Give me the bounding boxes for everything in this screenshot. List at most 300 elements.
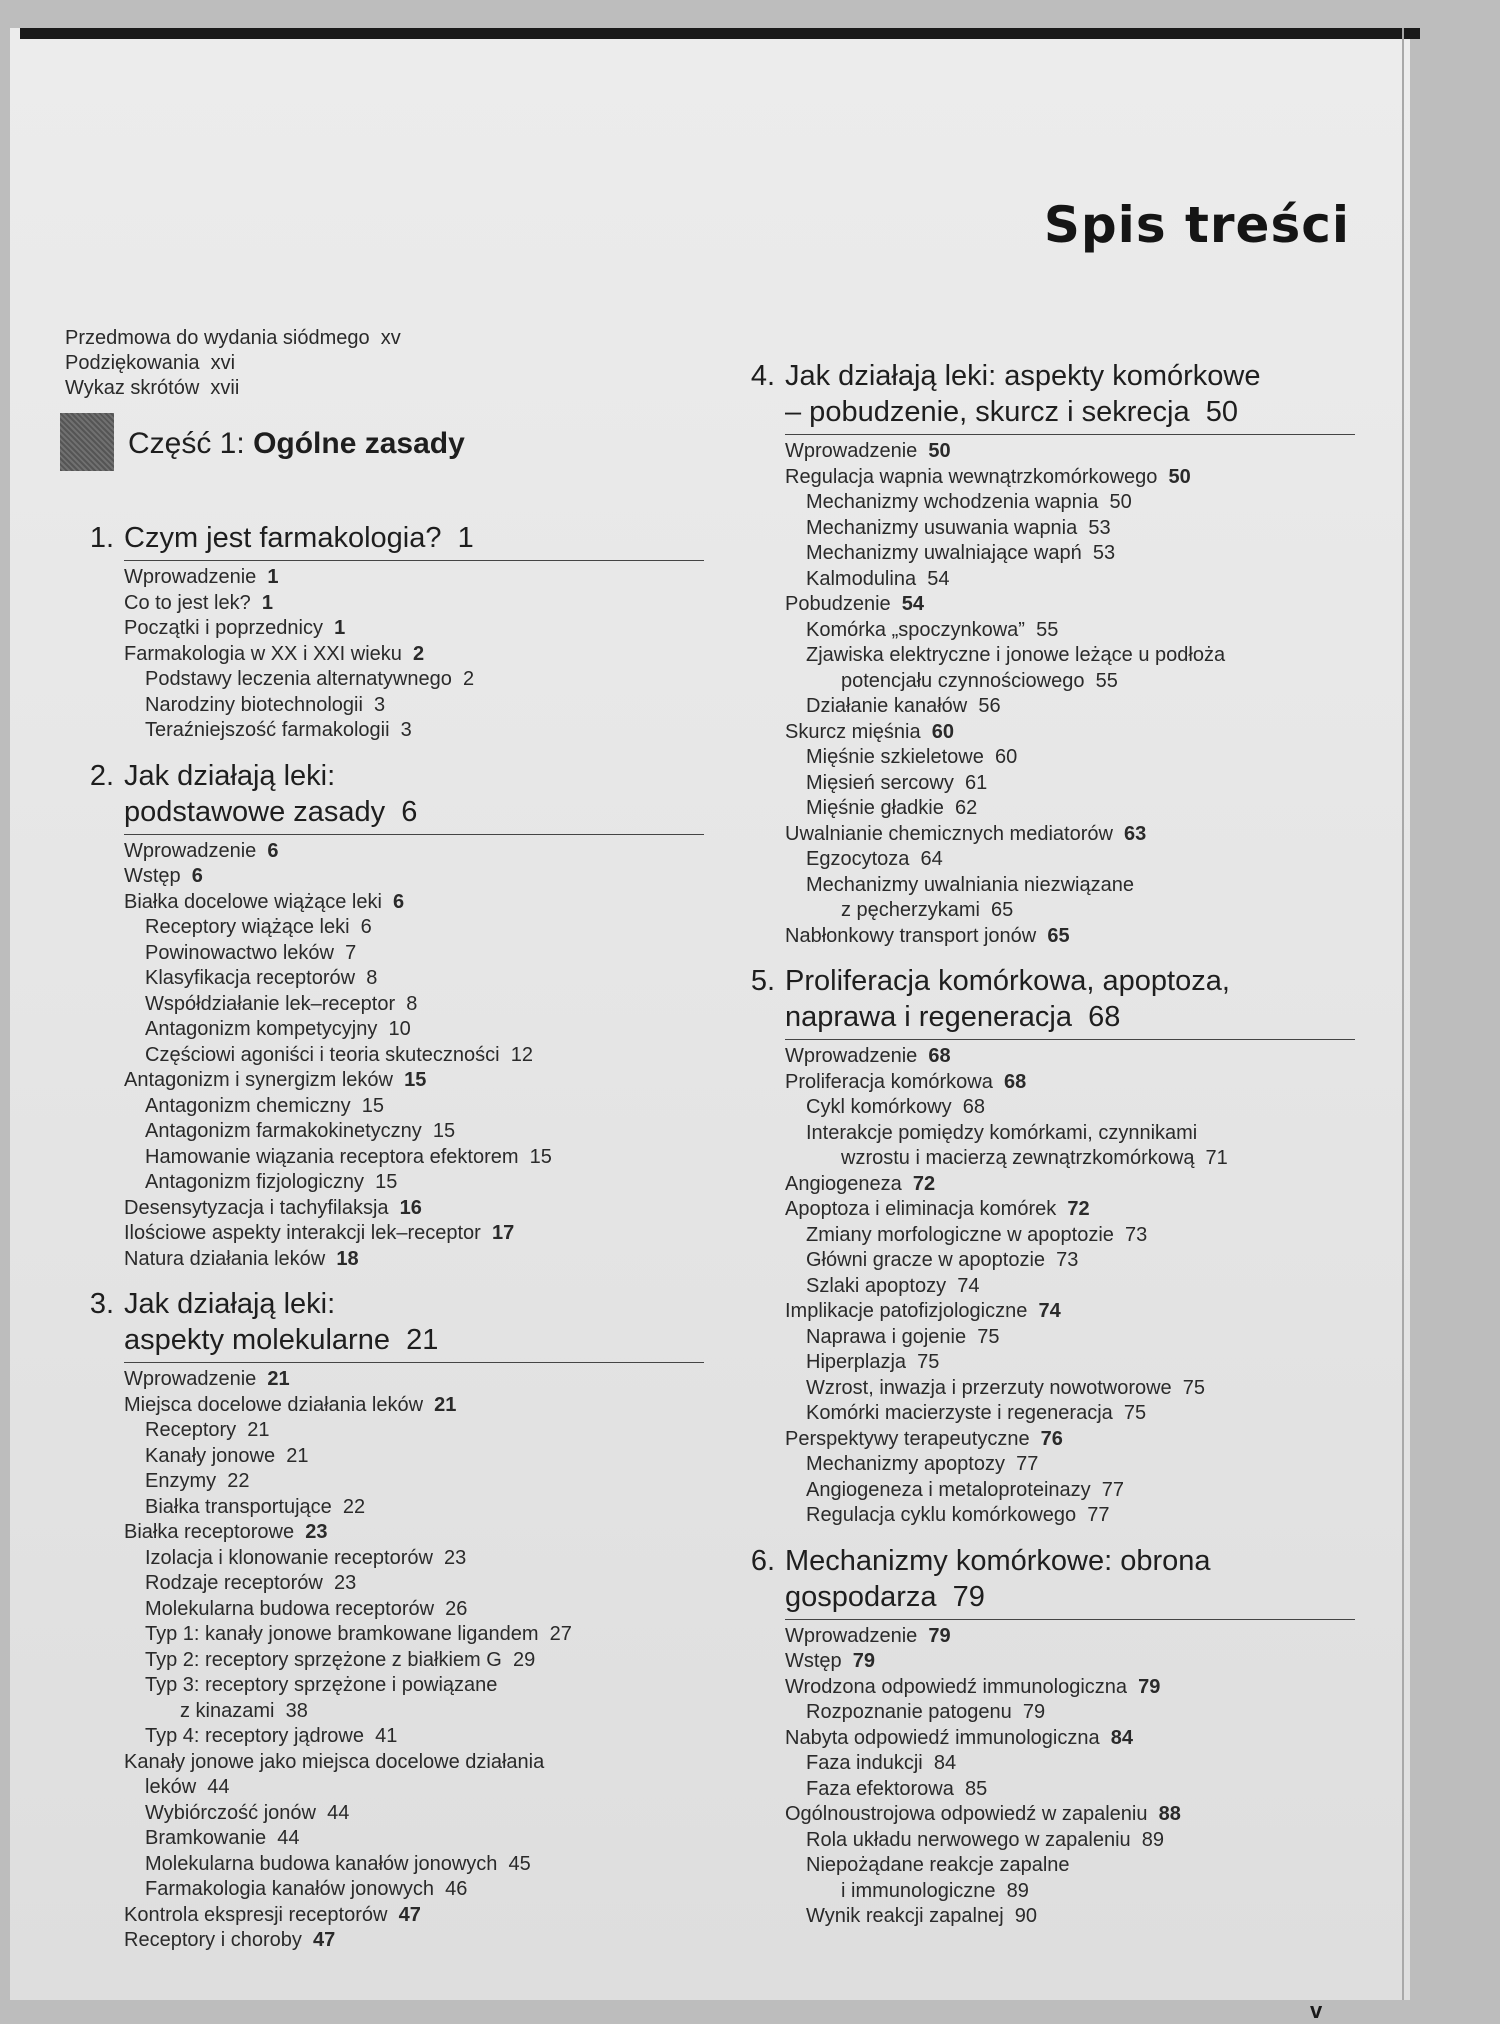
- toc-entry[interactable]: [785, 694, 1355, 720]
- chapter-entries: [785, 1624, 1355, 1930]
- toc-entry[interactable]: [124, 591, 704, 617]
- entry-text: Antagonizm chemiczny: [145, 1094, 351, 1117]
- entry-page: 74: [946, 1274, 980, 1297]
- toc-entry[interactable]: [785, 1146, 1355, 1172]
- toc-entry[interactable]: [785, 720, 1355, 746]
- entry-page: 16: [388, 1196, 422, 1219]
- toc-entry[interactable]: [785, 669, 1355, 695]
- toc-entry[interactable]: [124, 1043, 704, 1069]
- part-title: [128, 427, 465, 461]
- entry-text: Częściowi agoniści i teoria skuteczności: [145, 1043, 500, 1066]
- entry-page: 6: [180, 865, 203, 887]
- toc-entry[interactable]: [124, 890, 704, 916]
- toc-entry[interactable]: [124, 1801, 704, 1827]
- entry-page: 50: [917, 440, 951, 462]
- entry-text: Receptory wiążące leki: [145, 916, 350, 938]
- entry-text: Perspektywy terapeutyczne: [785, 1427, 1030, 1450]
- chapter-entries: [785, 1044, 1355, 1529]
- entry-page: 27: [538, 1623, 572, 1645]
- entry-page: 8: [355, 967, 378, 989]
- entry-text: Typ 4: receptory jądrowe: [145, 1725, 364, 1747]
- entry-page: 23: [432, 1546, 467, 1569]
- toc-entry[interactable]: [785, 1777, 1355, 1803]
- entry-text: Białka receptorowe: [124, 1521, 295, 1543]
- chapter-title-line: Jak działają leki:: [124, 759, 336, 792]
- toc-entry[interactable]: [124, 1699, 704, 1725]
- toc-entry[interactable]: [785, 1248, 1355, 1274]
- toc-entry[interactable]: [785, 822, 1355, 848]
- chapter-rule: [785, 1619, 1355, 1620]
- page-title: Spis treści: [1043, 196, 1350, 254]
- toc-entry[interactable]: [124, 1852, 704, 1878]
- entry-page: 21: [236, 1419, 270, 1441]
- entry-text: Niepożądane reakcje zapalne: [806, 1854, 1070, 1876]
- entry-text: Rola układu nerwowego w zapaleniu: [806, 1828, 1131, 1851]
- entry-page: 3: [362, 693, 386, 716]
- entry-page: 22: [216, 1470, 250, 1492]
- entry-text: Szlaki apoptozy: [806, 1274, 947, 1297]
- entry-text: Mechanizmy usuwania wapnia: [806, 516, 1078, 539]
- toc-entry[interactable]: [785, 1802, 1355, 1828]
- toc-entry[interactable]: [785, 439, 1355, 465]
- entry-page: 77: [1090, 1478, 1124, 1501]
- toc-entry[interactable]: [785, 465, 1355, 491]
- entry-text: Apoptoza i eliminacja komórek: [785, 1198, 1057, 1220]
- entry-page: 10: [377, 1018, 411, 1040]
- chapter-heading: [64, 758, 704, 830]
- entry-page: 74: [1027, 1300, 1061, 1322]
- toc-entry[interactable]: [124, 1068, 704, 1094]
- toc-entry[interactable]: [124, 1495, 704, 1521]
- entry-text: Klasyfikacja receptorów: [145, 967, 356, 989]
- entry-page: 53: [1077, 516, 1111, 539]
- entry-page: 47: [387, 1903, 421, 1926]
- toc-entry[interactable]: [785, 1095, 1355, 1121]
- entry-page: 68: [992, 1070, 1027, 1093]
- toc-entry[interactable]: [785, 1503, 1355, 1529]
- entry-page: 89: [1130, 1828, 1165, 1851]
- toc-column-left: [64, 520, 704, 1968]
- toc-entry[interactable]: [785, 1299, 1355, 1325]
- toc-entry[interactable]: [124, 966, 704, 992]
- entry-text: Wprowadzenie: [785, 1624, 918, 1647]
- entry-page: 64: [909, 848, 943, 870]
- toc-entry[interactable]: [785, 1700, 1355, 1726]
- toc-entry[interactable]: [124, 941, 704, 967]
- entry-text: Farmakologia w XX i XXI wieku: [124, 642, 402, 665]
- entry-text: Antagonizm fizjologiczny: [145, 1171, 364, 1193]
- entry-text: wzrostu i macierzą zewnątrzkomórkową: [841, 1147, 1195, 1169]
- entry-text: Białka transportujące: [145, 1495, 332, 1518]
- entry-text: Interakcje pomiędzy komórkami, czynnikami: [806, 1121, 1198, 1144]
- entry-text: Faza efektorowa: [806, 1777, 954, 1800]
- toc-entry[interactable]: [785, 1274, 1355, 1300]
- part-name: Ogólne zasady: [253, 427, 465, 460]
- toc-entry[interactable]: [124, 1928, 704, 1954]
- entry-text: z pęcherzykami: [841, 899, 980, 921]
- entry-text: Rodzaje receptorów: [145, 1572, 323, 1594]
- entry-text: Implikacje patofizjologiczne: [785, 1300, 1028, 1322]
- toc-entry[interactable]: [785, 1452, 1355, 1478]
- chapter-title-line: podstawowe zasady 6: [124, 795, 418, 828]
- entry-page: 38: [274, 1699, 308, 1722]
- entry-text: Wprowadzenie: [124, 839, 257, 862]
- toc-entry[interactable]: [785, 490, 1355, 516]
- entry-text: Receptory: [145, 1419, 237, 1441]
- entry-text: Wstęp: [124, 865, 181, 887]
- entry-text: Kanały jonowe jako miejsca docelowe działania: [124, 1750, 545, 1773]
- entry-text: Desensytyzacja i tachyfilaksja: [124, 1196, 389, 1219]
- chapter-title-line: Jak działają leki: aspekty komórkowe: [785, 360, 1261, 392]
- toc-entry[interactable]: [785, 847, 1355, 873]
- entry-text: Miejsca docelowe działania leków: [124, 1393, 424, 1416]
- toc-entry[interactable]: [124, 1017, 704, 1043]
- toc-entry[interactable]: [785, 1401, 1355, 1427]
- chapter-number: 2.: [89, 759, 114, 792]
- entry-text: Molekularna budowa receptorów: [145, 1597, 435, 1620]
- front-matter-list: [65, 326, 665, 401]
- entry-page: 71: [1194, 1147, 1228, 1169]
- chapter-rule: [124, 834, 704, 835]
- chapter-heading: [64, 520, 704, 556]
- chapter-number: 3.: [89, 1288, 114, 1320]
- toc-entry[interactable]: [785, 873, 1355, 899]
- toc-entry[interactable]: [124, 1903, 704, 1929]
- entry-text: Główni gracze w apoptozie: [806, 1249, 1046, 1271]
- front-matter-page: xvii: [199, 377, 240, 399]
- entry-page: 21: [423, 1393, 457, 1416]
- entry-page: 79: [917, 1624, 951, 1647]
- toc-entry[interactable]: [124, 1724, 704, 1750]
- chapter-heading: [64, 1286, 704, 1358]
- entry-text: Naprawa i gojenie: [806, 1325, 967, 1348]
- toc-entry[interactable]: [785, 1726, 1355, 1752]
- chapter-title-line: naprawa i regeneracja 68: [785, 1001, 1121, 1033]
- front-matter-item: [65, 326, 665, 351]
- toc-entry[interactable]: [124, 1094, 704, 1120]
- toc-entry[interactable]: [785, 1044, 1355, 1070]
- entry-page: 77: [1004, 1453, 1039, 1475]
- entry-page: 89: [995, 1879, 1029, 1902]
- chapter-number: 4.: [750, 360, 775, 392]
- entry-text: Wstęp: [785, 1650, 842, 1672]
- entry-text: Wprowadzenie: [785, 1045, 918, 1067]
- chapter-title: [785, 963, 1355, 1035]
- entry-text: Teraźniejszość farmakologii: [145, 719, 390, 741]
- toc-entry[interactable]: [785, 1350, 1355, 1376]
- entry-page: 73: [1045, 1249, 1079, 1271]
- entry-page: 15: [364, 1171, 398, 1193]
- entry-page: 73: [1113, 1223, 1148, 1246]
- entry-text: Mięśnie gładkie: [806, 797, 944, 819]
- entry-page: 79: [1011, 1701, 1046, 1723]
- toc-entry[interactable]: [785, 1828, 1355, 1854]
- entry-text: Regulacja cyklu komórkowego: [806, 1504, 1077, 1526]
- toc-entry[interactable]: [785, 1121, 1355, 1147]
- entry-page: 3: [389, 719, 412, 741]
- entry-text: Wrodzona odpowiedź immunologiczna: [785, 1675, 1128, 1698]
- entry-page: 53: [1081, 542, 1116, 564]
- toc-entry[interactable]: [124, 1571, 704, 1597]
- entry-page: 2: [401, 642, 425, 665]
- toc-entry[interactable]: [785, 1172, 1355, 1198]
- entry-text: leków: [145, 1776, 197, 1798]
- front-matter-item: [65, 351, 665, 376]
- entry-page: 22: [331, 1495, 366, 1518]
- toc-entry[interactable]: [124, 1673, 704, 1699]
- entry-page: 44: [316, 1801, 350, 1824]
- toc-entry[interactable]: [124, 839, 704, 865]
- book-page: [10, 28, 1410, 2023]
- entry-page: 55: [1084, 669, 1118, 692]
- entry-text: i immunologiczne: [841, 1879, 996, 1902]
- entry-text: Natura działania leków: [124, 1247, 326, 1270]
- toc-entry[interactable]: [785, 618, 1355, 644]
- toc-chapter: [64, 520, 704, 744]
- entry-page: 56: [967, 695, 1001, 717]
- entry-text: Molekularna budowa kanałów jonowych: [145, 1852, 498, 1875]
- toc-entry[interactable]: [124, 565, 704, 591]
- toc-entry[interactable]: [124, 864, 704, 890]
- toc-entry[interactable]: [124, 915, 704, 941]
- chapter-title: [785, 1543, 1355, 1615]
- entry-text: potencjału czynnościowego: [841, 669, 1085, 692]
- toc-entry[interactable]: [124, 992, 704, 1018]
- entry-text: Pobudzenie: [785, 593, 891, 615]
- toc-entry[interactable]: [124, 1393, 704, 1419]
- toc-entry[interactable]: [124, 616, 704, 642]
- toc-entry[interactable]: [785, 541, 1355, 567]
- entry-page: 50: [1098, 491, 1132, 513]
- toc-entry[interactable]: [124, 1170, 704, 1196]
- entry-page: 6: [256, 839, 279, 862]
- chapter-heading: [735, 358, 1355, 430]
- entry-text: Antagonizm i synergizm leków: [124, 1069, 393, 1091]
- toc-entry[interactable]: [785, 1751, 1355, 1777]
- entry-text: Mechanizmy wchodzenia wapnia: [806, 491, 1099, 513]
- entry-page: 76: [1029, 1427, 1063, 1450]
- toc-entry[interactable]: [785, 592, 1355, 618]
- entry-page: 60: [920, 720, 954, 743]
- entry-text: Podstawy leczenia alternatywnego: [145, 668, 452, 690]
- toc-entry[interactable]: [124, 1622, 704, 1648]
- toc-entry[interactable]: [785, 898, 1355, 924]
- entry-page: 68: [917, 1045, 951, 1067]
- entry-page: 6: [381, 890, 405, 913]
- entry-text: Skurcz mięśnia: [785, 720, 921, 743]
- entry-text: Komórki macierzyste i regeneracja: [806, 1402, 1113, 1424]
- toc-chapter: [64, 758, 704, 1273]
- entry-page: 75: [966, 1325, 1000, 1348]
- toc-entry[interactable]: [124, 1367, 704, 1393]
- toc-entry[interactable]: [124, 693, 704, 719]
- chapter-entries: [124, 565, 704, 744]
- entry-text: Antagonizm farmakokinetyczny: [145, 1120, 422, 1142]
- toc-entry[interactable]: [785, 567, 1355, 593]
- entry-text: Faza indukcji: [806, 1752, 923, 1774]
- front-matter-text: Przedmowa do wydania siódmego: [65, 327, 370, 349]
- toc-entry[interactable]: [785, 771, 1355, 797]
- entry-page: 65: [979, 899, 1014, 921]
- toc-entry[interactable]: [124, 1247, 704, 1273]
- entry-text: Izolacja i klonowanie receptorów: [145, 1546, 433, 1569]
- chapter-number: 1.: [89, 522, 114, 554]
- toc-entry[interactable]: [124, 1648, 704, 1674]
- entry-text: Mechanizmy apoptozy: [806, 1453, 1005, 1475]
- entry-page: 62: [943, 797, 978, 819]
- front-matter-item: [65, 376, 665, 401]
- entry-text: Powinowactwo leków: [145, 941, 334, 964]
- front-matter-page: xvi: [199, 352, 236, 374]
- page-number: v: [1310, 1998, 1323, 2023]
- entry-text: Współdziałanie lek–receptor: [145, 992, 396, 1015]
- toc-entry[interactable]: [124, 1444, 704, 1470]
- chapter-title-line: Jak działają leki:: [124, 1288, 336, 1320]
- entry-text: Mechanizmy uwalniania niezwiązane: [806, 873, 1134, 896]
- entry-text: Receptory i choroby: [124, 1929, 302, 1951]
- chapter-entries: [785, 439, 1355, 949]
- toc-entry[interactable]: [785, 1325, 1355, 1351]
- toc-entry[interactable]: [124, 1826, 704, 1852]
- entry-page: 15: [350, 1094, 385, 1117]
- chapter-title-line: Czym jest farmakologia? 1: [124, 522, 474, 554]
- chapter-rule: [124, 560, 704, 561]
- toc-chapter: [735, 358, 1355, 949]
- entry-page: 75: [1171, 1376, 1206, 1399]
- toc-entry[interactable]: [785, 1675, 1355, 1701]
- toc-entry[interactable]: [124, 1520, 704, 1546]
- entry-text: Typ 3: receptory sprzężone i powiązane: [145, 1674, 498, 1696]
- toc-entry[interactable]: [785, 924, 1355, 950]
- entry-page: 54: [916, 567, 950, 590]
- entry-page: 84: [922, 1752, 957, 1774]
- entry-page: 21: [256, 1368, 290, 1390]
- entry-text: Działanie kanałów: [806, 695, 968, 717]
- toc-entry[interactable]: [124, 1750, 704, 1776]
- entry-text: Kanały jonowe: [145, 1444, 276, 1467]
- toc-entry[interactable]: [124, 1877, 704, 1903]
- entry-page: 23: [322, 1572, 357, 1594]
- entry-page: 1: [250, 591, 273, 614]
- toc-entry[interactable]: [785, 1904, 1355, 1930]
- entry-page: 65: [1036, 924, 1070, 947]
- entry-text: Antagonizm kompetycyjny: [145, 1018, 378, 1040]
- toc-entry[interactable]: [785, 1427, 1355, 1453]
- entry-page: 44: [196, 1776, 230, 1798]
- toc-entry[interactable]: [785, 745, 1355, 771]
- entry-text: Mięśnie szkieletowe: [806, 746, 984, 768]
- chapter-title: [124, 758, 704, 830]
- chapter-title-line: Proliferacja komórkowa, apoptoza,: [785, 965, 1230, 997]
- entry-text: Egzocytoza: [806, 848, 910, 870]
- entry-text: Wprowadzenie: [124, 1368, 257, 1390]
- toc-entry[interactable]: [124, 1221, 704, 1247]
- entry-text: Typ 1: kanały jonowe bramkowane ligandem: [145, 1623, 539, 1645]
- chapter-title: [124, 1286, 704, 1358]
- toc-entry[interactable]: [785, 1376, 1355, 1402]
- entry-text: Ilościowe aspekty interakcji lek–receptor: [124, 1222, 481, 1244]
- toc-entry[interactable]: [124, 1469, 704, 1495]
- entry-page: 61: [953, 771, 988, 794]
- toc-entry[interactable]: [124, 667, 704, 693]
- entry-page: 63: [1112, 822, 1147, 845]
- front-matter-text: Wykaz skrótów: [65, 377, 200, 399]
- entry-page: 85: [953, 1777, 988, 1800]
- toc-entry[interactable]: [124, 1546, 704, 1572]
- toc-entry[interactable]: [785, 516, 1355, 542]
- entry-text: Wprowadzenie: [785, 440, 918, 462]
- entry-page: 90: [1003, 1905, 1038, 1927]
- toc-entry[interactable]: [785, 1879, 1355, 1905]
- entry-page: 15: [518, 1145, 552, 1168]
- toc-entry[interactable]: [124, 1597, 704, 1623]
- entry-page: 29: [501, 1648, 536, 1671]
- toc-entry[interactable]: [124, 1775, 704, 1801]
- entry-text: Wynik reakcji zapalnej: [806, 1905, 1004, 1927]
- toc-entry[interactable]: [124, 1145, 704, 1171]
- toc-entry[interactable]: [124, 642, 704, 668]
- page-edge: [1402, 28, 1404, 2000]
- entry-text: z kinazami: [180, 1699, 275, 1722]
- entry-text: Narodziny biotechnologii: [145, 693, 363, 716]
- toc-entry[interactable]: [785, 1649, 1355, 1675]
- front-matter-page: xv: [369, 327, 401, 349]
- entry-text: Komórka „spoczynkowa”: [806, 618, 1025, 641]
- chapter-title-line: – pobudzenie, skurcz i sekrecja 50: [785, 396, 1238, 428]
- entry-text: Uwalnianie chemicznych mediatorów: [785, 822, 1113, 845]
- entry-text: Wybiórczość jonów: [145, 1801, 316, 1824]
- entry-page: 15: [393, 1069, 427, 1091]
- toc-entry[interactable]: [124, 718, 704, 744]
- entry-page: 6: [349, 916, 372, 938]
- part-prefix: Część 1:: [128, 427, 245, 460]
- chapter-title-line: gospodarza 79: [785, 1580, 985, 1613]
- chapter-number: 5.: [750, 965, 775, 997]
- toc-entry[interactable]: [785, 1853, 1355, 1879]
- toc-entry[interactable]: [124, 1418, 704, 1444]
- chapter-rule: [785, 1039, 1355, 1040]
- chapter-title-line: aspekty molekularne 21: [124, 1324, 439, 1356]
- entry-page: 46: [434, 1878, 468, 1900]
- toc-chapter: [64, 1286, 704, 1954]
- entry-text: Kontrola ekspresji receptorów: [124, 1903, 388, 1926]
- entry-page: 88: [1147, 1803, 1181, 1825]
- toc-entry[interactable]: [785, 1478, 1355, 1504]
- toc-entry[interactable]: [785, 643, 1355, 669]
- entry-text: Co to jest lek?: [124, 591, 251, 614]
- entry-text: Cykl komórkowy: [806, 1096, 952, 1118]
- entry-text: Kalmodulina: [806, 567, 917, 590]
- chapter-heading: [735, 1543, 1355, 1615]
- entry-page: 84: [1099, 1726, 1133, 1749]
- chapter-title: [785, 358, 1355, 430]
- chapter-number: 6.: [750, 1544, 775, 1577]
- toc-entry[interactable]: [785, 1624, 1355, 1650]
- toc-entry[interactable]: [785, 1223, 1355, 1249]
- toc-entry[interactable]: [124, 1119, 704, 1145]
- entry-page: 79: [841, 1650, 876, 1672]
- part-heading: [60, 413, 660, 475]
- toc-entry[interactable]: [785, 1070, 1355, 1096]
- toc-entry[interactable]: [124, 1196, 704, 1222]
- entry-text: Hamowanie wiązania receptora efektorem: [145, 1145, 519, 1168]
- entry-page: 79: [1127, 1675, 1161, 1698]
- entry-text: Mechanizmy uwalniające wapń: [806, 542, 1082, 564]
- toc-entry[interactable]: [785, 1197, 1355, 1223]
- toc-entry[interactable]: [785, 796, 1355, 822]
- entry-page: 21: [275, 1444, 309, 1467]
- entry-text: Farmakologia kanałów jonowych: [145, 1878, 435, 1900]
